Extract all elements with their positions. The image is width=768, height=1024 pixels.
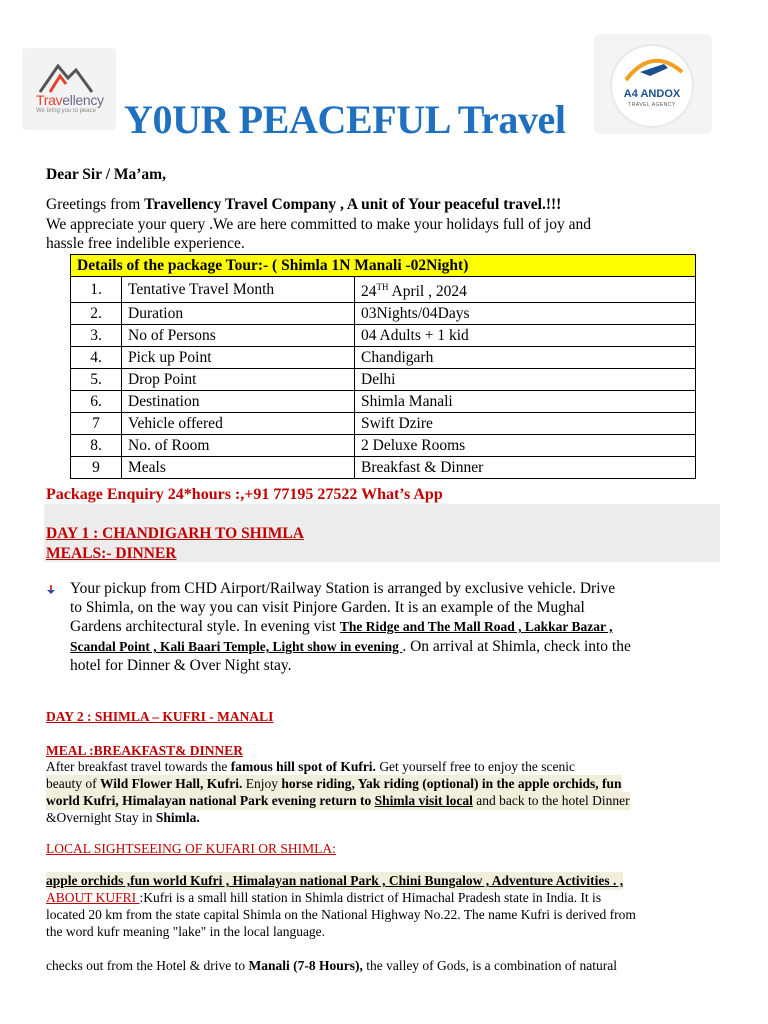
row-value: Delhi <box>355 369 696 391</box>
table-row <box>71 391 696 413</box>
day2-heading: DAY 2 : SHIMLA – KUFRI - MANALI <box>46 709 274 724</box>
table-row <box>71 325 696 347</box>
row-value: Chandigarh <box>355 347 696 369</box>
intro-line-2: We appreciate your query .We are here committed to make your holidays full of joy and <box>46 216 591 233</box>
row-number: 3. <box>71 325 122 347</box>
day2-meal: MEAL :BREAKFAST& DINNER <box>46 743 244 758</box>
page-title: Y0UR PEACEFUL Travel <box>124 97 566 142</box>
day3-line-1: checks out from the Hotel & drive to Manali (7-8 Hours), the valley of Gods, is a combination of natural <box>46 958 618 973</box>
about-kufri-line-2: located 20 km from the state capital Shimla on the National Highway No.22. The name Kufri is derived from <box>46 907 636 922</box>
row-label: Pick up Point <box>122 347 355 369</box>
table-row <box>71 303 696 325</box>
about-kufri-line-3: the word kufr meaning "lake" in the local language. <box>46 924 326 939</box>
row-number: 9 <box>71 457 122 479</box>
table-row <box>71 413 696 435</box>
row-label: No of Persons <box>122 325 355 347</box>
local-sights-list: apple orchids ,fun world Kufri , Himalayan national Park , Chini Bungalow , Adventure Activities . , <box>46 873 624 888</box>
day1-line-3: Gardens architectural style. In evening vist The Ridge and The Mall Road , Lakkar Bazar , <box>70 618 613 635</box>
row-value: Breakfast & Dinner <box>355 457 696 479</box>
table-row <box>71 347 696 369</box>
day1-line-2: to Shimla, on the way you can visit Pinjore Garden. It is an example of the Mughal <box>70 599 585 616</box>
row-number: 2. <box>71 303 122 325</box>
salutation: Dear Sir / Ma’am, <box>46 166 166 183</box>
row-label: No. of Room <box>122 435 355 457</box>
row-value: 24TH April , 2024 <box>355 277 696 303</box>
logo-right-name: A4 ANDOX <box>623 88 681 100</box>
package-details-table <box>70 254 696 479</box>
local-heading: LOCAL SIGHTSEEING OF KUFARI OR SHIMLA: <box>46 841 336 856</box>
day1-line-1: Your pickup from CHD Airport/Railway Station is arranged by exclusive vehicle. Drive <box>70 580 616 597</box>
day2-line-1: After breakfast travel towards the famous hill spot of Kufri. Get yourself free to enjoy the scenic <box>46 759 575 774</box>
table-row <box>71 457 696 479</box>
greeting-line: Greetings from Travellency Travel Company , A unit of Your peaceful travel.!!! <box>46 196 562 213</box>
row-value: Swift Dzire <box>355 413 696 435</box>
bullet-arrow-icon <box>46 585 56 595</box>
row-label: Vehicle offered <box>122 413 355 435</box>
row-label: Drop Point <box>122 369 355 391</box>
row-number: 8. <box>71 435 122 457</box>
row-value: Shimla Manali <box>355 391 696 413</box>
row-label: Meals <box>122 457 355 479</box>
mountain-icon <box>36 58 96 94</box>
row-number: 7 <box>71 413 122 435</box>
intro-line-3: hassle free indelible experience. <box>46 235 245 252</box>
day2-line-4: &Overnight Stay in Shimla. <box>46 810 200 825</box>
enquiry-line: Package Enquiry 24*hours :,+91 77195 27522 What’s App <box>46 486 443 503</box>
day1-line-5: hotel for Dinner & Over Night stay. <box>70 657 292 674</box>
logo-circle <box>610 44 694 128</box>
airplane-icon <box>612 50 692 90</box>
table-row <box>71 277 696 303</box>
row-number: 4. <box>71 347 122 369</box>
table-header-row <box>71 255 696 277</box>
row-value: 04 Adults + 1 kid <box>355 325 696 347</box>
table-row <box>71 369 696 391</box>
row-value: 2 Deluxe Rooms <box>355 435 696 457</box>
logo-right-subtitle: TRAVEL AGENCY <box>628 102 676 108</box>
table-row <box>71 435 696 457</box>
day2-line-2: beauty of Wild Flower Hall, Kufri. Enjoy horse riding, Yak riding (optional) in the apple orchids, fun <box>46 776 622 791</box>
day2-line-3: world Kufri, Himalayan national Park evening return to Shimla visit local and back to the hotel Dinner <box>46 793 630 808</box>
day1-heading: DAY 1 : CHANDIGARH TO SHIMLA <box>46 525 304 542</box>
day1-meals: MEALS:- DINNER <box>46 545 177 562</box>
row-value: 03Nights/04Days <box>355 303 696 325</box>
logo-left-brand: Travellency <box>36 92 104 108</box>
row-label: Destination <box>122 391 355 413</box>
row-number: 5. <box>71 369 122 391</box>
row-number: 6. <box>71 391 122 413</box>
logo-left-tagline: We bring you to peace <box>36 108 96 114</box>
row-label: Duration <box>122 303 355 325</box>
row-number: 1. <box>71 277 122 303</box>
day1-line-4: Scandal Point , Kali Baari Temple, Light show in evening . On arrival at Shimla, check into the <box>70 638 631 655</box>
a4-andox-logo <box>594 34 712 134</box>
package-heading: Details of the package Tour:- ( Shimla 1N Manali -02Night) <box>71 255 696 277</box>
travellency-logo <box>22 48 116 130</box>
row-label: Tentative Travel Month <box>122 277 355 303</box>
about-kufri-line-1: ABOUT KUFRI :Kufri is a small hill station in Shimla district of Himachal Pradesh state in India. It is <box>46 890 602 905</box>
